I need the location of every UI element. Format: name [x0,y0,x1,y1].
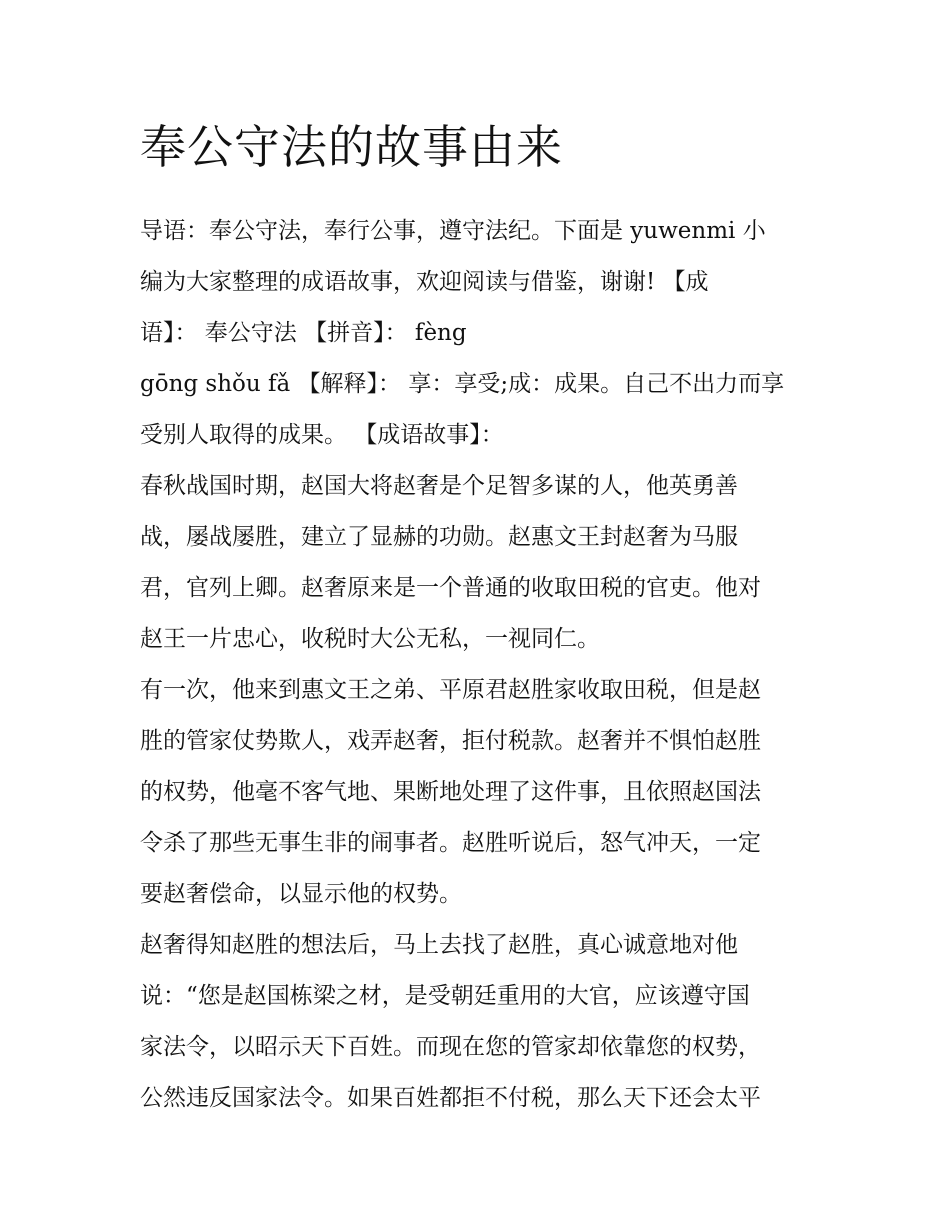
intro-line: 导语：奉公守法，奉行公事，遵守法纪。下面是 yuwenmi 小 [140,218,766,244]
story-paragraph-1 [140,461,812,665]
paragraph-line: 赵王一片忠心，收税时大公无私，一视同仁。 [140,626,600,652]
intro-paragraph [140,206,812,461]
paragraph-line: 家法令，以昭示天下百姓。而现在您的管家却依靠您的权势， [140,1034,761,1060]
paragraph-line: 要赵奢偿命，以显示他的权势。 [140,881,462,907]
document-page [140,112,812,1124]
paragraph-line: 春秋战国时期，赵国大将赵奢是个足智多谋的人，他英勇善 [140,473,738,499]
intro-line: 编为大家整理的成语故事，欢迎阅读与借鉴，谢谢! 【成 [140,269,709,295]
paragraph-line: 说：“您是赵国栋梁之材，是受朝廷重用的大官，应该遵守国 [140,983,750,1009]
intro-line: gōng shǒu fǎ 【解释】： 享：享受;成：成果。自己不出力而享 [140,371,785,397]
document-title: 奉公守法的故事由来 [140,120,563,174]
paragraph-line: 赵奢得知赵胜的想法后，马上去找了赵胜，真心诚意地对他 [140,932,738,958]
paragraph-line: 有一次，他来到惠文王之弟、平原君赵胜家收取田税，但是赵 [140,677,761,703]
paragraph-line: 战，屡战屡胜，建立了显赫的功勋。赵惠文王封赵奢为马服 [140,524,738,550]
intro-line: 受别人取得的成果。 【成语故事】： [140,422,504,448]
story-paragraph-3 [140,920,812,1124]
intro-line: 语】： 奉公守法 【拼音】： fèng [140,320,467,346]
paragraph-line: 公然违反国家法令。如果百姓都拒不付税，那么天下还会太平 [140,1085,761,1111]
paragraph-line: 的权势，他毫不客气地、果断地处理了这件事，且依照赵国法 [140,779,761,805]
paragraph-line: 君，官列上卿。赵奢原来是一个普通的收取田税的官吏。他对 [140,575,761,601]
story-paragraph-2 [140,665,812,920]
paragraph-line: 令杀了那些无事生非的闹事者。赵胜听说后，怒气冲天，一定 [140,830,761,856]
paragraph-line: 胜的管家仗势欺人，戏弄赵奢，拒付税款。赵奢并不惧怕赵胜 [140,728,761,754]
